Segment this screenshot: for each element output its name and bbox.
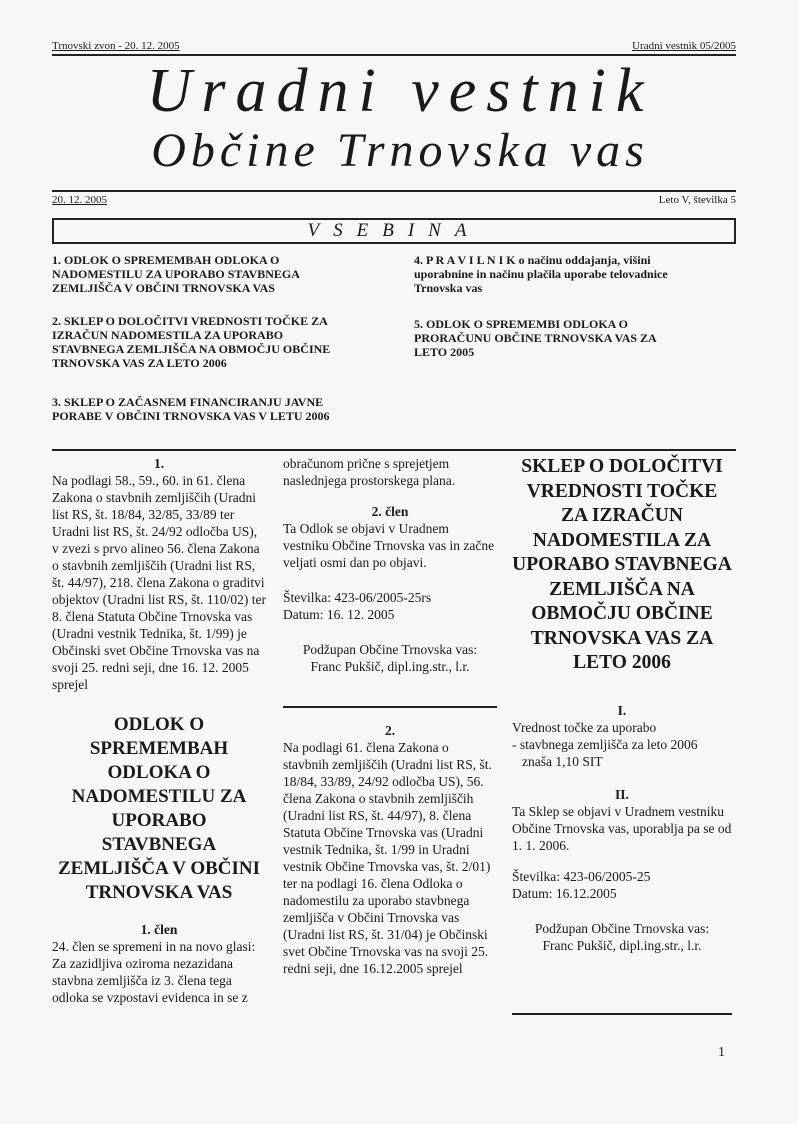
section-2-heading: II.: [615, 786, 629, 802]
decision-title: SKLEP O DOLOČITVI VREDNOSTI TOČKE ZA IZRAČUN NADOMESTILA ZA UPORABO STAVBNEGA ZEMLJIŠČA NA OBMOČJU OBČINE TRNOVSKA VAS ZA LETO 2006: [512, 456, 732, 673]
preamble-1: Na podlagi 58., 59., 60. in 61. člena Zakona o stavbnih zemljiščih (Uradni list RS, št. 18/84, 32/85, 33/89 ter Uradni list RS, št. 24/92 odločba US), v zvezi s prvo alineo 56. člena Zakona o stavbnih zemljiščih (Uradni list RS, št. 44/97), 218. člena Zakona o graditvi objektov (Uradni list RS, št. 110/02) ter 8. člena Statuta Občine Trnovska vas (Uradni vestnik Tednika, št. 1/99) je Občinski svet Občine Trnovska vas na svoji 25. redni seji, dne 16. 12. 2005 sprejel: [52, 473, 266, 692]
section-1-heading: I.: [617, 702, 627, 718]
masthead-rule: [52, 190, 736, 192]
contents-heading-box: [52, 218, 736, 244]
article-2-heading: 2. člen: [371, 504, 409, 519]
section-2-text: Ta Sklep se objavi v Uradnem vestniku Občine Trnovska vas, uporablja pa se od 1. 1. 2006.: [512, 803, 732, 853]
article-1-text-2: Za zazidljiva oziroma nezazidana stavbna zemljišča iz 3. člena tega odloka se vzpostavi evidenca in se z: [52, 956, 248, 1005]
signature-name-1: Franc Pukšič, dipl.ing.str., l.r.: [310, 659, 470, 674]
header-rule: [52, 54, 736, 56]
contents-rule: [52, 449, 736, 451]
page-number: 1: [718, 1045, 725, 1060]
article-number-1: 1.: [153, 456, 165, 471]
column-1: [52, 455, 266, 1006]
masthead-title: Uradni vestnik: [146, 57, 654, 125]
issue-number: Leto V, številka 5: [658, 194, 736, 206]
toc-item-2: 2. SKLEP O DOLOČITVI VREDNOSTI TOČKE ZA IZRAČUN NADOMESTILA ZA UPORABO STAVBNEGA ZEMLJIŠČA NA OBMOČJU OBČINE TRNOVSKA VAS ZA LETO 2006: [52, 314, 331, 370]
toc-item-5: 5. ODLOK O SPREMEMBI ODLOKA O PRORAČUNU OBČINE TRNOVSKA VAS ZA LETO 2005: [414, 317, 657, 359]
section-1-line-3: znaša 1,10 SIT: [522, 753, 603, 769]
column-2: [283, 455, 497, 675]
section-1-line-1: Vrednost točke za uporabo: [512, 719, 657, 735]
signature-title-2: Podžupan Občine Trnovska vas:: [534, 920, 710, 936]
dateline: [52, 194, 736, 206]
column-2-lower: [283, 722, 497, 977]
ordinance-number: Številka: 423-06/2005-25rs: [283, 590, 432, 605]
section-1-line-2: - stavbnega zemljišča za leto 2006: [512, 736, 698, 752]
running-header-left: Trnovski zvon - 20. 12. 2005: [52, 40, 180, 52]
column-2-rule: [283, 706, 497, 708]
article-number-2: 2.: [384, 723, 396, 738]
article-1-text-1: 24. člen se spremeni in na novo glasi:: [52, 939, 256, 954]
toc-item-1: 1. ODLOK O SPREMEMBAH ODLOKA O NADOMESTILU ZA UPORABO STAVBNEGA ZEMLJIŠČA V OBČINI TRNOVSKA VAS: [52, 253, 300, 295]
decision-number: Številka: 423-06/2005-25: [512, 868, 651, 884]
article-1-heading: 1. člen: [140, 922, 178, 937]
running-header-right: Uradni vestnik 05/2005: [632, 40, 736, 52]
article-2-text: Ta Odlok se objavi v Uradnem vestniku Občine Trnovska vas in začne veljati osmi dan po objavi.: [283, 521, 495, 570]
contents-heading: VSEBINA: [307, 220, 481, 241]
column-3: [512, 455, 732, 954]
column-3-rule: [512, 1013, 732, 1015]
masthead-subtitle: Občine Trnovska vas: [151, 124, 649, 177]
running-header: [52, 40, 736, 52]
toc-item-3: 3. SKLEP O ZAČASNEM FINANCIRANJU JAVNE PORABE V OBČINI TRNOVSKA VAS V LETU 2006: [52, 395, 330, 423]
decision-date: Datum: 16.12.2005: [512, 885, 617, 901]
article-1-continuation: obračunom prične s sprejetjem naslednjega prostorskega plana.: [283, 456, 456, 488]
signature-name-2: Franc Pukšič, dipl.ing.str., l.r.: [542, 937, 702, 953]
ordinance-date: Datum: 16. 12. 2005: [283, 607, 395, 622]
signature-title-1: Podžupan Občine Trnovska vas:: [302, 642, 478, 657]
toc-item-4: 4. P R A V I L N I K o načinu oddajanja, višini uporabnine in načinu plačila uporabe telovadnice Trnovska vas: [414, 253, 668, 295]
ordinance-title: ODLOK O SPREMEMBAH ODLOKA O NADOMESTILU ZA UPORABO STAVBNEGA ZEMLJIŠČA V OBČINI TRNOVSKA VAS: [57, 714, 261, 903]
issue-date: 20. 12. 2005: [52, 194, 107, 206]
preamble-2: Na podlagi 61. člena Zakona o stavbnih zemljiščih (Uradni list RS, št. 18/84, 33/89, 24/92 odločba US), 56. člena Zakona o stavbnih zemljiščih (Uradni list RS, št. 44/97), 8. člena Statuta Občine Trnovska vas (Uradni vestnik Tednika, št. 1/99 in Uradni vestnik Občine Trnovska vas, št. 2/01) ter na podlagi 16. člena Odloka o nadomestilu za uporabo stavbnega zemljišča v Občini Trnovska vas (Uradni list RS, št. 31/04) je Občinski svet Občine Trnovska vas na svoji 25. redni seji, dne 16.12.2005 sprejel: [283, 740, 492, 976]
